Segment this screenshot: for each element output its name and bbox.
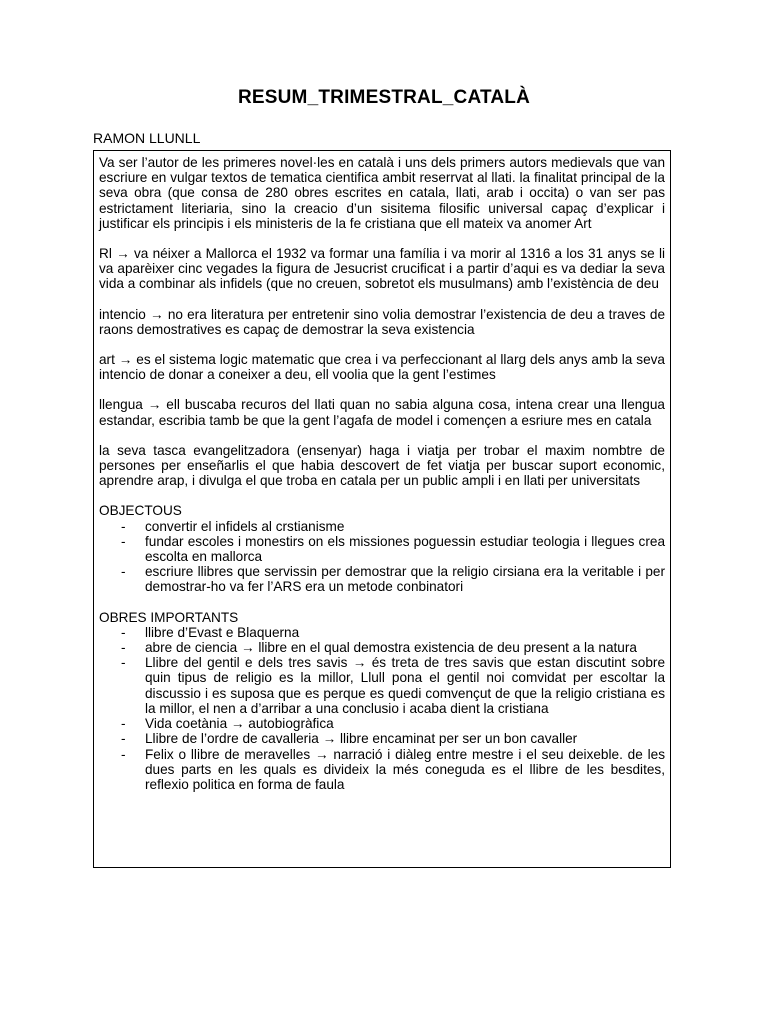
list-item — [99, 716, 665, 731]
list-item — [99, 747, 665, 793]
list-bullet: - — [121, 731, 126, 747]
list-item-text: Llibre del gentil e dels tres savis → és treta de tres savis que estan discutint sobre quin tipus de religio es la millor, Llull pona el gentil noi comvidat per escoltar la discussio i es suposa que es perque es quedi comvençut de que la religio cristiana es la millor, el nen a d’arribar a una conclusio i acaba dient la cristiana — [145, 655, 665, 716]
list-item-text: Vida coetània → autobiogràfica — [145, 716, 334, 732]
list-item-text: Llibre de l’ordre de cavalleria → llibre encaminat per ser un bon cavaller — [145, 731, 578, 747]
list-item — [99, 534, 665, 564]
paragraph-llengua: llengua → ell buscaba recuros del llati quan no sabia alguna cosa, intena crear una llengua estandar, escribia tamb be que la gent l’agafa de model i començen a esriure mes en catala — [99, 397, 665, 428]
objectius-heading: OBJECTOUS — [99, 503, 182, 519]
list-item-text: llibre d’Evast e Blaquerna — [145, 624, 300, 640]
list-item-text: convertir el infidels al crstianisme — [145, 518, 345, 534]
list-item — [99, 519, 665, 534]
list-item-text: abre de ciencia → llibre en el qual demostra existencia de deu present a la natura — [145, 640, 637, 656]
list-bullet: - — [121, 746, 126, 762]
list-item — [99, 640, 665, 655]
paragraph-tasca: la seva tasca evangelitzadora (ensenyar) haga i viatja per trobar el maxim nombtre de persones per enseñarlis el que habia descovert de fet viatja per buscar suport economic, aprendre arap, i divulga el que troba en catala per un public ampli i en llati per universitats — [99, 442, 665, 489]
document-title: RESUM_TRIMESTRAL_CATALÀ — [237, 87, 531, 108]
list-item-text: Felix o llibre de meravelles → narració i diàleg entre mestre i el seu deixeble. de les dues parts en les quals es divideix la més coneguda es el llibre de les besdites, reflexio politica en forma de faula — [145, 746, 665, 792]
list-bullet: - — [121, 716, 126, 732]
objectius-list — [99, 519, 665, 595]
obres-heading: OBRES IMPORTANTS — [99, 609, 239, 625]
paragraph-biography: Rl → va néixer a Mallorca el 1932 va formar una família i va morir al 1316 a los 31 anys se li va aparèixer cinc vegades la figura de Jesucrist crucificat i a partir d’aqui es va dediar la seva vida a combinar als infidels (que no creuen, sobretot els musulmans) amb l’existència de deu — [99, 246, 665, 292]
list-item — [99, 655, 665, 716]
list-bullet: - — [121, 564, 126, 580]
paragraph-intencio: intencio → no era literatura per entretenir sino volia demostrar l’existencia de deu a traves de raons demostratives es capaç de demostrar la seva existencia — [99, 306, 665, 337]
obres-list — [99, 625, 665, 792]
list-bullet: - — [121, 518, 126, 534]
content-box — [93, 150, 671, 868]
list-item — [99, 564, 665, 594]
list-bullet: - — [121, 640, 126, 656]
list-item — [99, 731, 665, 746]
document-subtitle: RAMON LLUNLL — [93, 130, 201, 146]
paragraph-art: art → es el sistema logic matematic que crea i va perfeccionant al llarg dels anys amb la seva intencio de donar a coneixer a deu, ell voolia que la gent l’estimes — [99, 352, 665, 383]
paragraph-intro: Va ser l’autor de les primeres novel·les en català i uns dels primers autors medievals que van escriure en vulgar textos de tematica cientifica ambit reserrvat al llati. la finalitat principal de la seva obra (que consa de 280 obres escrites en catala, llati, arab i occita) o van ser pas estrictament literiaria, sino la creacio d’un sisitema filosific universal capaç d’explicar i justificar els principis i els ministeris de la fe cristiana que ell mateix va anomer Art — [99, 155, 665, 231]
list-item-text: escriure llibres que servissin per demostrar que la religio cirsiana era la veritable i per demostrar-ho va fer l’ARS era un metode conbinatori — [145, 564, 665, 595]
list-bullet: - — [121, 624, 126, 640]
list-bullet: - — [121, 655, 126, 671]
list-item — [99, 625, 665, 640]
list-bullet: - — [121, 533, 126, 549]
list-item-text: fundar escoles i monestirs on els missiones poguessin estudiar teologia i llegues crea escolta en mallorca — [145, 533, 665, 565]
